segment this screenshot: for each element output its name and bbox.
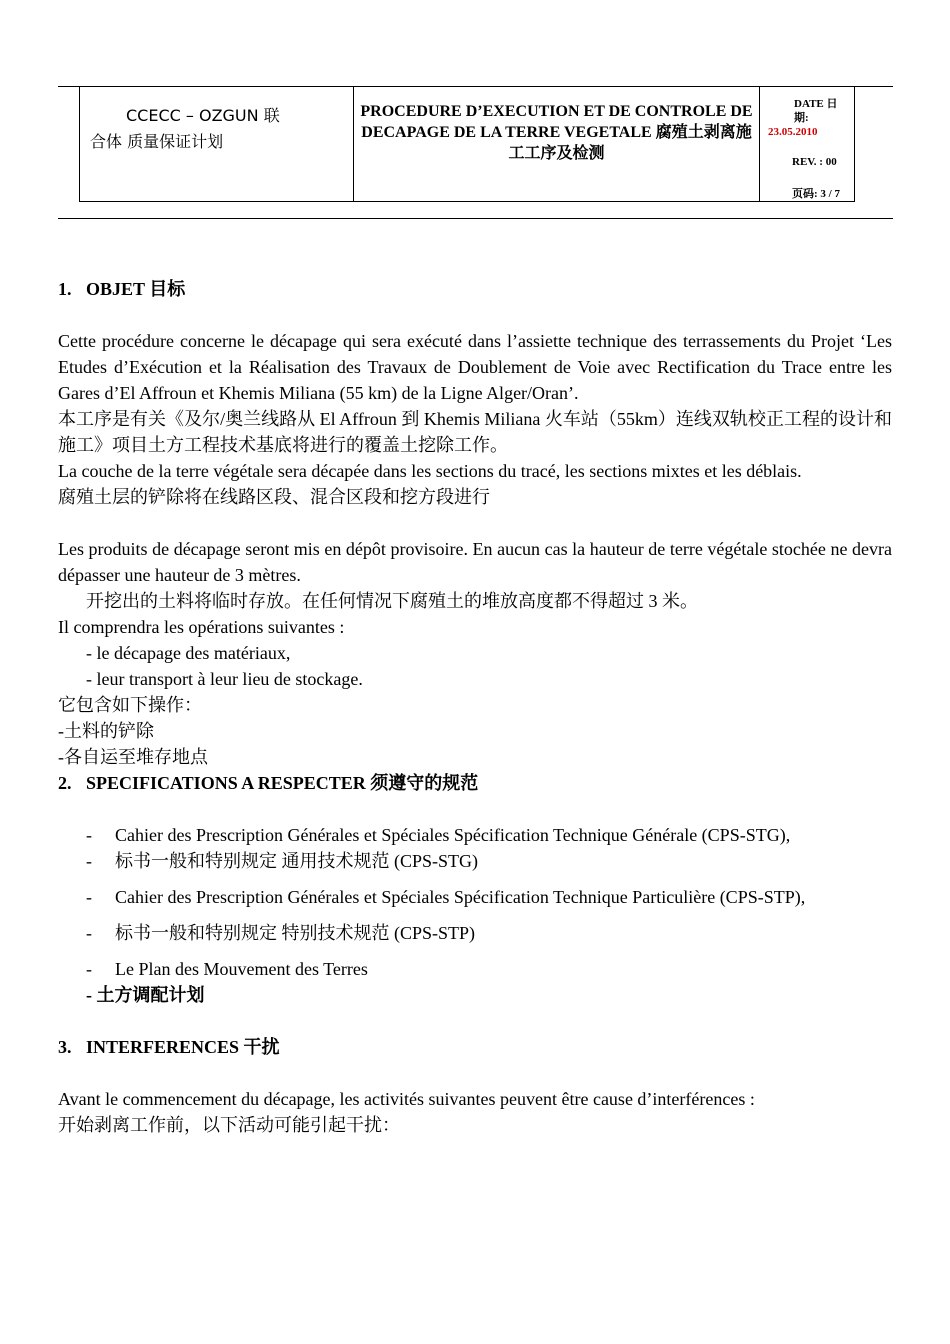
paragraph: La couche de la terre végétale sera décapée dans les sections du tracé, les sections mixtes et les déblais. <box>58 461 802 481</box>
paragraph: 开始剥离工作前，以下活动可能引起干扰： <box>58 1115 400 1135</box>
list-item: - Cahier des Prescription Générales et Spéciales Spécification Technique Particulière (CPS-STP), <box>86 887 806 907</box>
revision: REV. : 00 <box>792 156 837 168</box>
section-heading-3: 3. INTERFERENCES 干扰 <box>58 1037 280 1057</box>
org-line-2: 合体 质量保证计划 <box>90 132 224 151</box>
page-number: 页码: 3 / 7 <box>792 188 840 200</box>
list-item: - leur transport à leur lieu de stockage. <box>86 669 363 689</box>
paragraph: Les produits de décapage seront mis en dépôt provisoire. En aucun cas la hauteur de terre végétale stochée ne devra dépasser une hauteur de 3 mètres. <box>58 539 892 585</box>
list-item: -各自运至堆存地点 <box>58 747 208 767</box>
list-item: - le décapage des matériaux, <box>86 643 291 663</box>
header-bottom-rule <box>58 218 893 219</box>
paragraph: Avant le commencement du décapage, les activités suivantes peuvent être cause d’interférences : <box>58 1089 755 1109</box>
header-organization <box>80 87 354 202</box>
list-item: -土料的铲除 <box>58 721 154 741</box>
document-body <box>58 276 892 1138</box>
org-line-1: CCECC – OZGUN 联 <box>126 106 280 125</box>
list-item: - 标书一般和特别规定 通用技术规范 (CPS-STG) <box>86 851 479 871</box>
paragraph: Cette procédure concerne le décapage qui sera exécuté dans l’assiette technique des terrassements du Projet ‘Les Etudes d’Exécution et la Réalisation des Travaux de Doublement de Voie avec Rectification du Trace entre les Gares d’El Affroun et Khemis Miliana (55 km) de la Ligne Alger/Oran’. <box>58 331 892 403</box>
list-item: - Le Plan des Mouvement des Terres <box>86 959 368 979</box>
paragraph: 腐殖土层的铲除将在线路区段、混合区段和挖方段进行 <box>58 487 490 507</box>
document-header <box>79 86 855 202</box>
list-item: - Cahier des Prescription Générales et Spéciales Spécification Technique Générale (CPS-STG), <box>86 825 791 845</box>
section-heading-1: 1. OBJET 目标 <box>58 279 186 299</box>
section-heading-2: 2. SPECIFICATIONS A RESPECTER 须遵守的规范 <box>58 773 479 793</box>
date-label: DATE 日期: <box>794 98 838 124</box>
header-meta <box>760 87 855 202</box>
paragraph: Il comprendra les opérations suivantes : <box>58 617 345 637</box>
paragraph: 本工序是有关《及尔/奥兰线路从 El Affroun 到 Khemis Miliana 火车站（55km）连线双轨校正工程的设计和施工》项目土方工程技术基底将进行的覆盖土挖除工作。 <box>58 409 892 455</box>
paragraph: 开挖出的土料将临时存放。在任何情况下腐殖土的堆放高度都不得超过 3 米。 <box>86 591 698 611</box>
list-item: - 土方调配计划 <box>86 985 205 1005</box>
paragraph: 它包含如下操作： <box>58 695 202 715</box>
date-value: 23.05.2010 <box>768 126 818 138</box>
list-item: - 标书一般和特别规定 特别技术规范 (CPS-STP) <box>86 923 476 943</box>
document-title: PROCEDURE D’EXECUTION ET DE CONTROLE DE DECAPAGE DE LA TERRE VEGETALE 腐殖土剥离施工工序及检测 <box>354 87 760 202</box>
